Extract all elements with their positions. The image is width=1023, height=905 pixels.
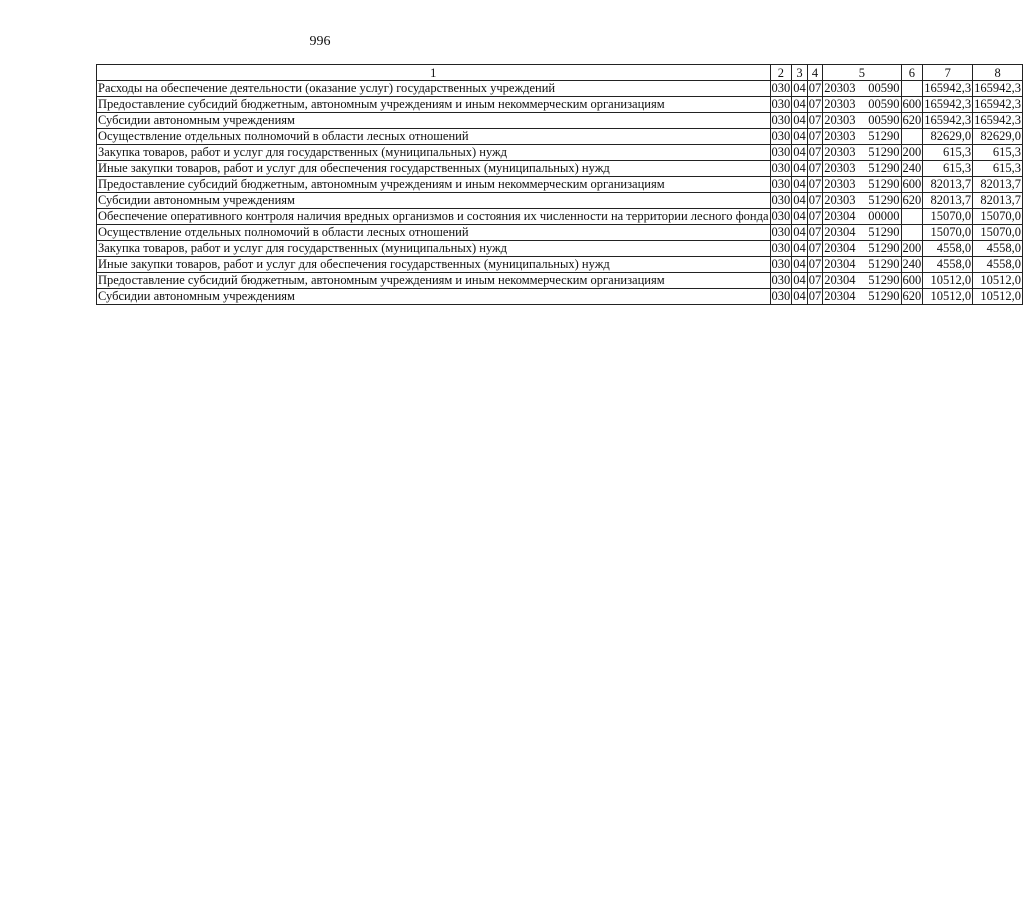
target-article-main: 20304 [824,257,856,271]
section-code-cell: 04 [793,129,806,143]
column-header: 3 [792,65,808,81]
target-article-sub: 51290 [868,145,900,159]
subsection-code-cell: 07 [808,193,822,207]
amount-cell: 165942,3 [974,81,1022,95]
target-article-main: 20303 [824,177,856,191]
target-article-main: 20303 [824,97,856,111]
section-code-cell: 04 [793,289,806,303]
amount-cell: 10512,0 [923,289,973,305]
target-article-main: 20303 [824,113,856,127]
amount-cell: 4558,0 [923,241,973,257]
subsection-code-cell: 07 [808,145,822,159]
amount-cell: 165942,3 [924,97,972,111]
target-article-sub: 51290 [868,161,900,175]
amount-cell: 615,3 [973,145,1023,161]
target-article-cell [823,257,901,273]
amount-cell: 82629,0 [973,129,1023,145]
ministry-code-cell: 030 [771,193,791,207]
row-name-cell: Субсидии автономным учреждениям [97,289,771,305]
amount-cell: 82629,0 [923,129,973,145]
amount-cell: 4558,0 [973,257,1023,273]
target-article-cell [823,177,901,193]
amount-cell: 165942,3 [974,113,1022,127]
table-row [97,97,1023,113]
section-code-cell: 04 [793,145,806,159]
target-article-main: 20303 [824,129,856,143]
target-article-cell [823,209,901,225]
target-article-main: 20304 [824,225,856,239]
table-row [97,161,1023,177]
row-name-cell: Предоставление субсидий бюджетным, автономным учреждениям и иным некоммерческим организациям [97,97,771,113]
ministry-code-cell: 030 [771,289,791,303]
expense-type-cell: 600 [902,97,922,111]
target-article-main: 20304 [824,289,856,303]
ministry-code-cell: 030 [771,81,791,95]
target-article-sub: 51290 [868,129,900,143]
target-article-sub: 51290 [868,273,900,287]
amount-cell: 10512,0 [973,289,1023,305]
column-header: 8 [973,65,1023,81]
section-code-cell: 04 [793,225,806,239]
row-name-cell: Иные закупки товаров, работ и услуг для обеспечения государственных (муниципальных) нужд [97,257,771,273]
subsection-code-cell: 07 [808,209,822,223]
column-header: 7 [923,65,973,81]
table-row [97,289,1023,305]
target-article-sub: 00000 [868,209,900,223]
column-header: 2 [770,65,792,81]
section-code-cell: 04 [793,177,806,191]
row-name-cell: Осуществление отдельных полномочий в области лесных отношений [97,225,771,241]
table-row [97,209,1023,225]
amount-cell: 15070,0 [923,209,973,225]
subsection-code-cell: 07 [808,81,822,95]
subsection-code-cell: 07 [808,161,822,175]
amount-cell: 10512,0 [923,273,973,289]
amount-cell: 615,3 [923,145,973,161]
table-row [97,241,1023,257]
subsection-code-cell: 07 [808,113,822,127]
target-article-sub: 51290 [868,225,900,239]
ministry-code-cell: 030 [771,209,791,223]
ministry-code-cell: 030 [771,113,791,127]
target-article-sub: 51290 [868,193,900,207]
section-code-cell: 04 [793,209,806,223]
table-row [97,225,1023,241]
section-code-cell: 04 [793,241,806,255]
target-article-cell [823,193,901,209]
amount-cell: 15070,0 [923,225,973,241]
amount-cell: 615,3 [973,161,1023,177]
amount-cell: 10512,0 [973,273,1023,289]
target-article-cell [823,289,901,305]
ministry-code-cell: 030 [771,145,791,159]
section-code-cell: 04 [793,97,806,111]
subsection-code-cell: 07 [808,257,822,271]
expense-type-cell: 240 [902,257,922,271]
column-header: 4 [807,65,823,81]
target-article-cell [823,113,901,129]
column-header: 6 [901,65,923,81]
column-header: 5 [823,65,901,81]
section-code-cell: 04 [793,113,806,127]
ministry-code-cell: 030 [771,97,791,111]
row-name-cell: Расходы на обеспечение деятельности (оказание услуг) государственных учреждений [97,81,771,97]
target-article-main: 20303 [824,193,856,207]
amount-cell: 165942,3 [974,97,1022,111]
amount-cell: 82013,7 [923,177,973,193]
column-header: 1 [97,65,771,81]
expense-type-cell [901,129,923,145]
subsection-code-cell: 07 [808,177,822,191]
row-name-cell: Субсидии автономным учреждениям [97,193,771,209]
amount-cell: 15070,0 [973,225,1023,241]
row-name-cell: Закупка товаров, работ и услуг для государственных (муниципальных) нужд [97,241,771,257]
expense-type-cell: 620 [902,193,922,207]
target-article-sub: 51290 [868,289,900,303]
table-row [97,273,1023,289]
table-row [97,257,1023,273]
row-name-cell: Закупка товаров, работ и услуг для государственных (муниципальных) нужд [97,145,771,161]
target-article-sub: 00590 [868,81,900,95]
table-row [97,177,1023,193]
ministry-code-cell: 030 [771,161,791,175]
amount-cell: 82013,7 [973,177,1023,193]
subsection-code-cell: 07 [808,225,822,239]
expense-type-cell: 240 [902,161,922,175]
amount-cell: 15070,0 [973,209,1023,225]
row-name-cell: Предоставление субсидий бюджетным, автономным учреждениям и иным некоммерческим организациям [97,273,771,289]
target-article-main: 20303 [824,161,856,175]
target-article-cell [823,273,901,289]
target-article-cell [823,81,901,97]
ministry-code-cell: 030 [771,225,791,239]
amount-cell: 165942,3 [924,113,972,127]
amount-cell: 4558,0 [973,241,1023,257]
target-article-sub: 00590 [868,113,900,127]
target-article-main: 20304 [824,273,856,287]
ministry-code-cell: 030 [771,257,791,271]
amount-cell: 615,3 [923,161,973,177]
expense-type-cell: 600 [902,177,922,191]
subsection-code-cell: 07 [808,241,822,255]
target-article-cell [823,145,901,161]
table-row [97,81,1023,97]
target-article-main: 20303 [824,81,856,95]
ministry-code-cell: 030 [771,129,791,143]
target-article-cell [823,225,901,241]
expense-type-cell [901,81,923,97]
target-article-main: 20303 [824,145,856,159]
expense-type-cell: 600 [902,273,922,287]
target-article-sub: 51290 [868,257,900,271]
budget-table [96,64,1023,305]
table-row [97,129,1023,145]
section-code-cell: 04 [793,273,806,287]
target-article-cell [823,161,901,177]
expense-type-cell: 620 [902,289,922,303]
subsection-code-cell: 07 [808,273,822,287]
ministry-code-cell: 030 [771,241,791,255]
section-code-cell: 04 [793,161,806,175]
expense-type-cell: 620 [902,113,922,127]
expense-type-cell [901,209,923,225]
expense-type-cell: 200 [902,241,922,255]
target-article-sub: 00590 [868,97,900,111]
subsection-code-cell: 07 [808,97,822,111]
target-article-sub: 51290 [868,241,900,255]
section-code-cell: 04 [793,257,806,271]
ministry-code-cell: 030 [771,273,791,287]
target-article-sub: 51290 [868,177,900,191]
amount-cell: 165942,3 [924,81,972,95]
subsection-code-cell: 07 [808,289,822,303]
expense-type-cell: 200 [902,145,922,159]
target-article-cell [823,97,901,113]
row-name-cell: Предоставление субсидий бюджетным, автономным учреждениям и иным некоммерческим организациям [97,177,771,193]
table-body [97,81,1023,305]
target-article-cell [823,241,901,257]
amount-cell: 82013,7 [923,193,973,209]
ministry-code-cell: 030 [771,177,791,191]
target-article-main: 20304 [824,209,856,223]
row-name-cell: Осуществление отдельных полномочий в области лесных отношений [97,129,771,145]
table-row [97,145,1023,161]
table-row [97,113,1023,129]
row-name-cell: Субсидии автономным учреждениям [97,113,771,129]
section-code-cell: 04 [793,81,806,95]
amount-cell: 4558,0 [923,257,973,273]
column-number-row [97,65,1023,81]
subsection-code-cell: 07 [808,129,822,143]
amount-cell: 82013,7 [973,193,1023,209]
section-code-cell: 04 [793,193,806,207]
row-name-cell: Обеспечение оперативного контроля наличия вредных организмов и состояния их численности на территории лесного фонда [98,209,769,223]
page-number: 996 [309,34,331,49]
row-name-cell: Иные закупки товаров, работ и услуг для обеспечения государственных (муниципальных) нужд [97,161,771,177]
target-article-cell [823,129,901,145]
target-article-main: 20304 [824,241,856,255]
expense-type-cell [901,225,923,241]
table-row [97,193,1023,209]
